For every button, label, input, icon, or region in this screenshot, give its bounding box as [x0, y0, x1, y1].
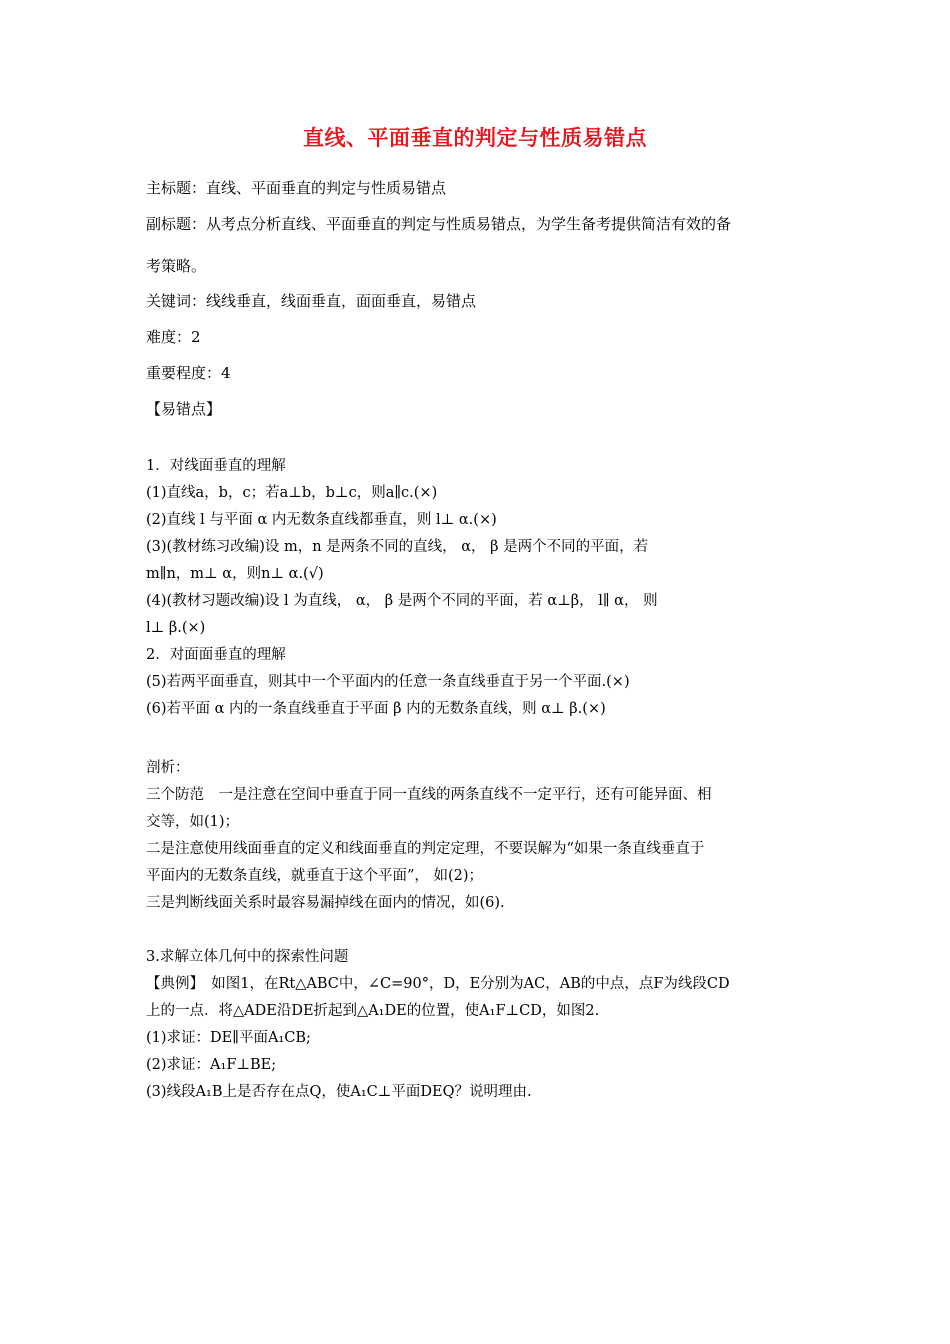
analysis-heading: 剖析：	[146, 760, 190, 776]
error-heading-2: 2．对面面垂直的理解	[146, 647, 286, 663]
subtitle-line-1: 副标题：从考点分析直线、平面垂直的判定与性质易错点，为学生备考提供简洁有效的备	[146, 215, 732, 233]
document-title: 直线、平面垂直的判定与性质易错点	[303, 126, 647, 150]
example-line-2: 上的一点．将△ADE沿DE折起到△A₁DE的位置，使A₁F⊥CD，如图2.	[146, 1003, 600, 1019]
error-item-3-line-1: (3)(教材练习改编)设 m，n 是两条不同的直线， α， β 是两个不同的平面，若	[146, 539, 649, 555]
example-question-3: (3)线段A₁B上是否存在点Q，使A₁C⊥平面DEQ？说明理由.	[146, 1084, 532, 1100]
analysis-line-4: 平面内的无数条直线，就垂直于这个平面”， 如(2)；	[146, 868, 484, 884]
error-item-4-line-2: l⊥ β.(×)	[146, 620, 206, 636]
error-item-2: (2)直线 l 与平面 α 内无数条直线都垂直，则 l⊥ α.(×)	[146, 512, 497, 528]
error-item-4-line-1: (4)(教材习题改编)设 l 为直线， α， β 是两个不同的平面，若 α⊥β， l∥ α， 则	[146, 593, 658, 609]
analysis-line-1: 三个防范 一是注意在空间中垂直于同一直线的两条直线不一定平行，还有可能异面、相	[146, 787, 712, 803]
importance-line: 重要程度：4	[146, 364, 231, 382]
difficulty-line: 难度：2	[146, 328, 201, 346]
analysis-line-5: 三是判断线面关系时最容易漏掉线在面内的情况，如(6).	[146, 895, 505, 911]
error-item-6: (6)若平面 α 内的一条直线垂直于平面 β 内的无数条直线，则 α⊥ β.(×)	[146, 701, 606, 717]
main-title-line: 主标题：直线、平面垂直的判定与性质易错点	[146, 179, 447, 197]
error-heading-1: 1．对线面垂直的理解	[146, 458, 286, 474]
keywords-line: 关键词：线线垂直，线面垂直，面面垂直，易错点	[146, 292, 477, 310]
example-heading: 3.求解立体几何中的探索性问题	[146, 949, 349, 965]
error-item-1: (1)直线a，b，c；若a⊥b，b⊥c，则a∥c.(×)	[146, 485, 438, 501]
analysis-line-3: 二是注意使用线面垂直的定义和线面垂直的判定定理，不要误解为“如果一条直线垂直于	[146, 841, 705, 857]
error-points-section	[146, 453, 816, 723]
analysis-section	[146, 755, 816, 917]
error-item-3-line-2: m∥n，m⊥ α，则n⊥ α.(√)	[146, 566, 324, 582]
example-line-1: 【典例】 如图1，在Rt△ABC中，∠C=90°，D，E分别为AC，AB的中点，点F为线段CD	[146, 976, 730, 992]
example-question-2: (2)求证：A₁F⊥BE;	[146, 1057, 277, 1073]
analysis-line-2: 交等，如(1)；	[146, 814, 240, 830]
section-header: 【易错点】	[146, 400, 222, 418]
example-question-1: (1)求证：DE∥平面A₁CB;	[146, 1030, 311, 1046]
error-item-5: (5)若两平面垂直，则其中一个平面内的任意一条直线垂直于另一个平面.(×)	[146, 674, 630, 690]
example-section	[146, 944, 816, 1106]
subtitle-line-2: 考策略。	[146, 257, 207, 275]
